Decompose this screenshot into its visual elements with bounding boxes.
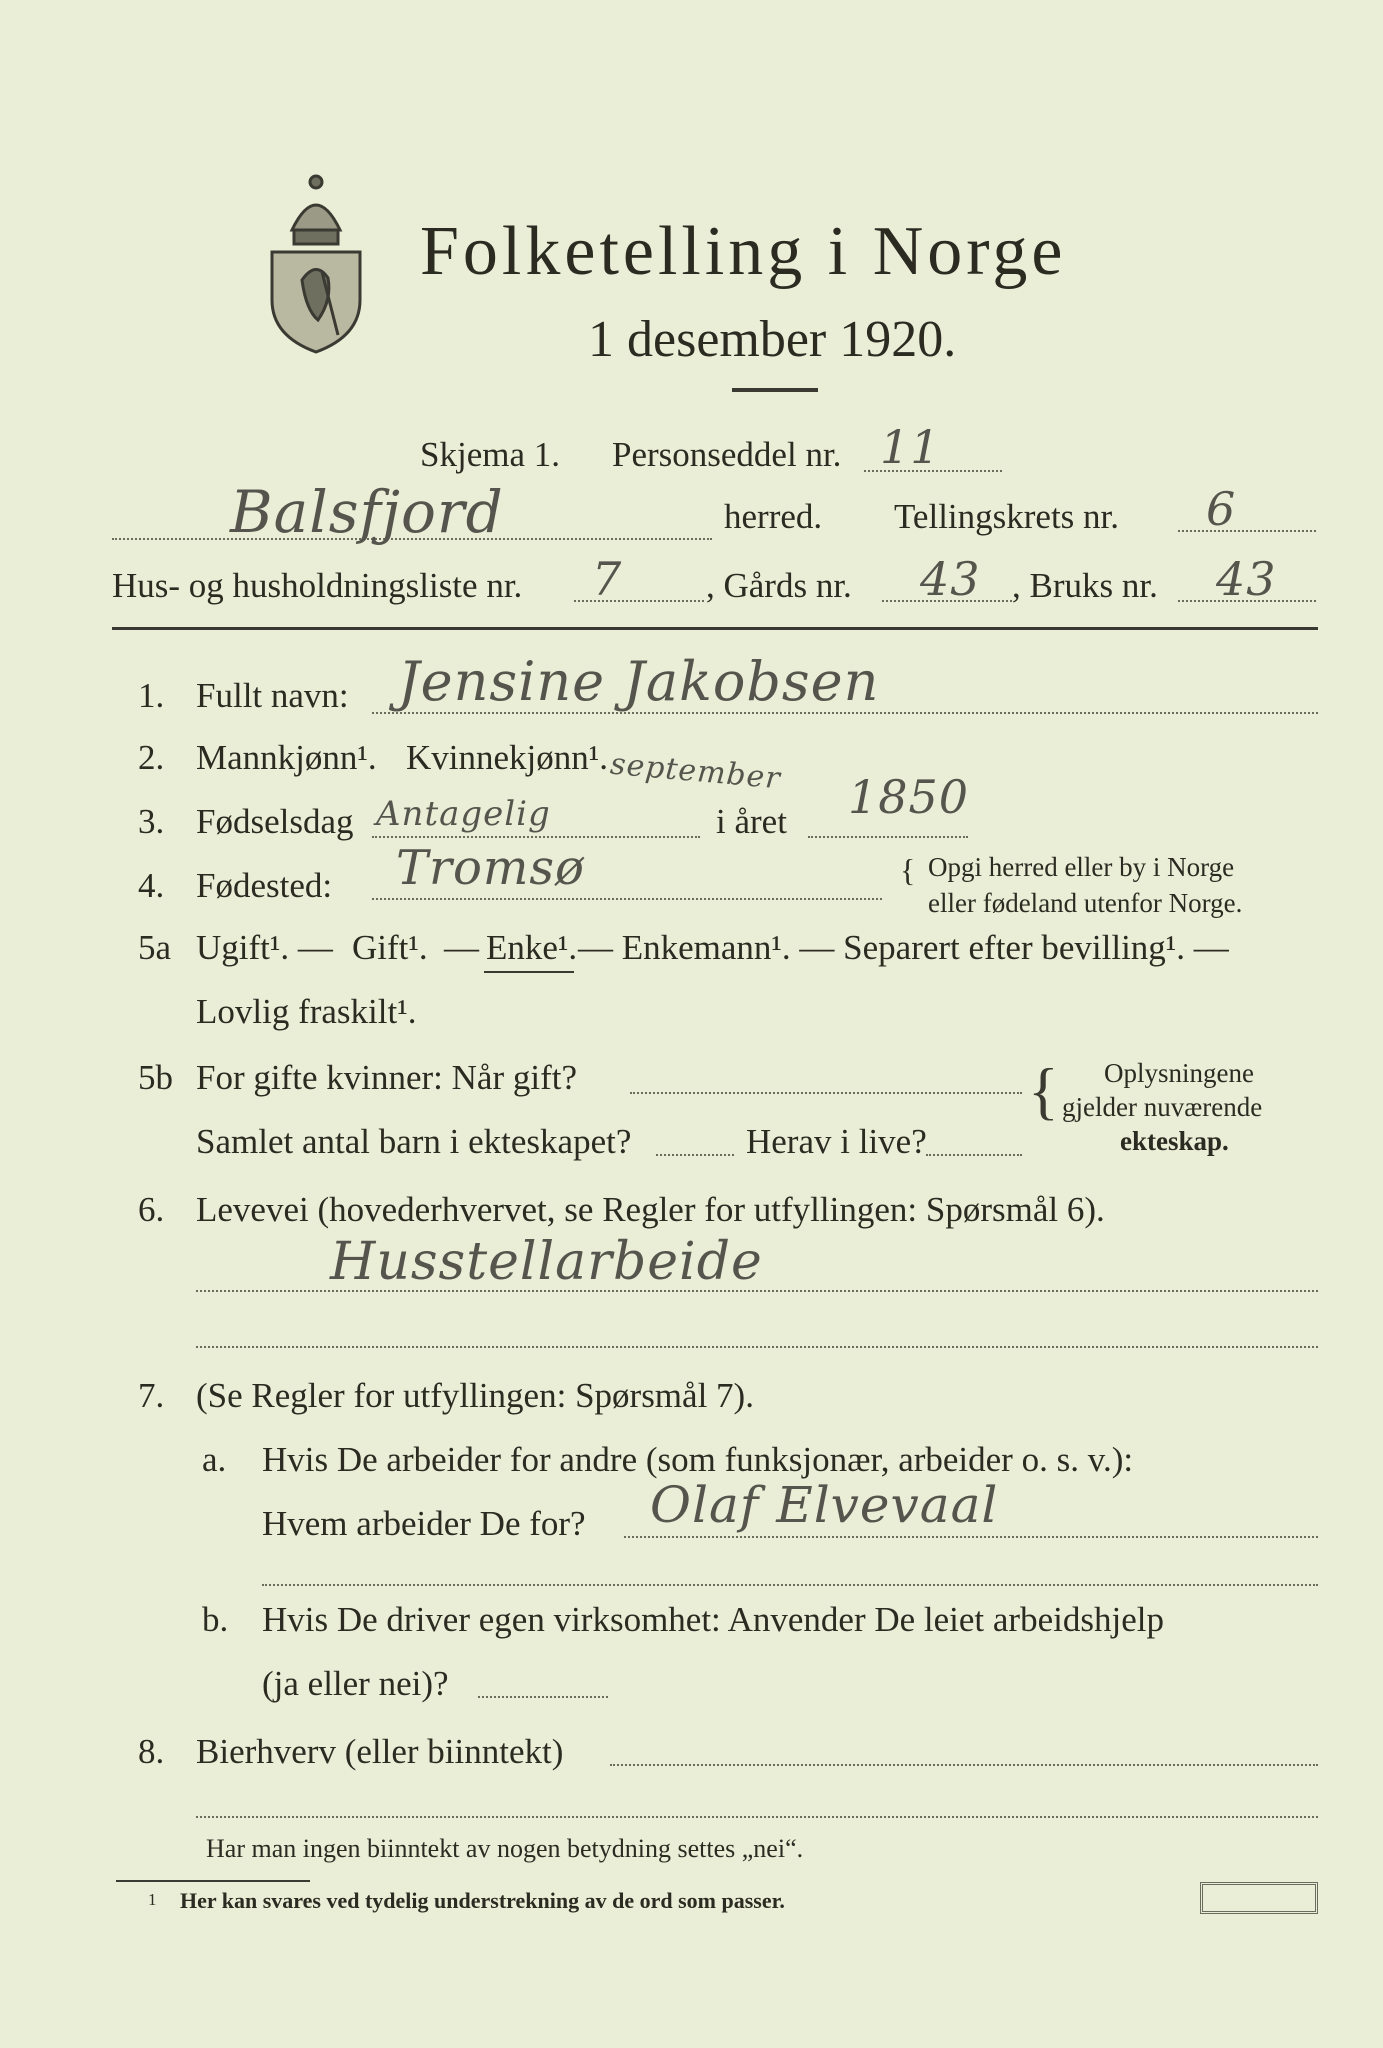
- q6-label: Levevei (hovederhvervet, se Regler for utfyllingen: Spørsmål 6).: [196, 1190, 1105, 1229]
- female-option[interactable]: Kvinnekjønn¹.: [406, 738, 609, 777]
- birthplace-value[interactable]: Tromsø: [396, 840, 585, 896]
- husholdningsliste-value[interactable]: 7: [592, 552, 623, 606]
- personseddel-label: Personseddel nr.: [612, 435, 842, 474]
- birth-month-value[interactable]: september: [608, 746, 783, 797]
- q5a-other-options[interactable]: — Enkemann¹. — Separert efter bevilling¹. —: [578, 928, 1229, 967]
- skjema-label: Skjema 1.: [420, 435, 560, 474]
- q4-note-2: eller fødeland utenfor Norge.: [928, 888, 1243, 918]
- q1-number: 1.: [138, 676, 165, 715]
- q4-number: 4.: [138, 866, 165, 905]
- biinntekt-note: Har man ingen biinntekt av nogen betydning settes „nei“.: [206, 1834, 804, 1863]
- q4-brace: {: [900, 852, 916, 888]
- q4-label: Fødested:: [196, 866, 333, 905]
- printer-stamp-icon: [1200, 1882, 1318, 1914]
- bruks-value[interactable]: 43: [1216, 552, 1277, 606]
- q5a-number: 5a: [138, 928, 172, 967]
- form-title: Folketelling i Norge: [420, 213, 1067, 290]
- gards-value[interactable]: 43: [920, 552, 981, 606]
- norway-coat-of-arms-icon: [262, 160, 370, 355]
- footnote-mark: 1: [148, 1890, 157, 1909]
- q8-label: Bierhverv (eller biinntekt): [196, 1732, 564, 1771]
- enke-underline: [484, 971, 574, 973]
- q2-number: 2.: [138, 738, 165, 777]
- birth-day-value[interactable]: Antagelig: [376, 794, 551, 834]
- q7a-label: Hvis De arbeider for andre (som funksjonær, arbeider o. s. v.):: [262, 1440, 1134, 1479]
- q3-label: Fødselsdag: [196, 802, 354, 841]
- q7b-letter: b.: [202, 1600, 229, 1639]
- bruks-label: , Bruks nr.: [1012, 566, 1158, 605]
- barn-label: Samlet antal barn i ekteskapet?: [196, 1122, 632, 1161]
- q4-note-1: Opgi herred eller by i Norge: [928, 852, 1235, 882]
- ugift-option[interactable]: Ugift¹. —: [196, 928, 333, 967]
- birth-year-value[interactable]: 1850: [848, 770, 970, 824]
- fraskilt-option[interactable]: Lovlig fraskilt¹.: [196, 992, 417, 1031]
- herred-label: herred.: [724, 497, 823, 536]
- q1-label: Fullt navn:: [196, 676, 349, 715]
- q7a-letter: a.: [202, 1440, 227, 1479]
- gards-label: , Gårds nr.: [706, 566, 852, 605]
- personseddel-value[interactable]: 11: [880, 420, 941, 474]
- q8-number: 8.: [138, 1732, 165, 1771]
- occupation-value[interactable]: Husstellarbeide: [330, 1232, 763, 1292]
- year-label: i året: [716, 802, 787, 841]
- q3-number: 3.: [138, 802, 165, 841]
- title-divider: [732, 388, 818, 392]
- q7b-question: (ja eller nei)?: [262, 1664, 449, 1703]
- full-name-value[interactable]: Jensine Jakobsen: [398, 650, 880, 713]
- q7-number: 7.: [138, 1376, 165, 1415]
- footnote-text: Her kan svares ved tydelig understrekning av de ord som passer.: [180, 1888, 785, 1913]
- live-label: Herav i live?: [746, 1122, 927, 1161]
- footnote-rule: [116, 1880, 310, 1882]
- q5a-dash: —: [444, 928, 479, 967]
- q5b-number: 5b: [138, 1058, 173, 1097]
- husholdningsliste-label: Hus- og husholdningsliste nr.: [112, 566, 523, 605]
- q5b-label: For gifte kvinner: Når gift?: [196, 1058, 578, 1097]
- q7b-label: Hvis De driver egen virksomhet: Anvender De leiet arbeidshjelp: [262, 1600, 1164, 1639]
- q5b-note-2: gjelder nuværende: [1062, 1092, 1263, 1122]
- q5b-note-1: Oplysningene: [1104, 1058, 1254, 1088]
- tellingskrets-value[interactable]: 6: [1206, 482, 1237, 536]
- enke-option[interactable]: Enke¹.: [486, 928, 578, 967]
- q7a-question: Hvem arbeider De for?: [262, 1504, 586, 1543]
- q6-number: 6.: [138, 1190, 165, 1229]
- q5b-note-3: ekteskap.: [1120, 1126, 1229, 1156]
- tellingskrets-label: Tellingskrets nr.: [894, 497, 1120, 536]
- q7-label: (Se Regler for utfyllingen: Spørsmål 7).: [196, 1376, 754, 1415]
- census-date: 1 desember 1920.: [588, 311, 957, 368]
- employer-value[interactable]: Olaf Elvevaal: [650, 1476, 999, 1534]
- header-rule: [112, 627, 1318, 630]
- q5b-brace: {: [1028, 1055, 1059, 1126]
- gift-option[interactable]: Gift¹.: [352, 928, 428, 967]
- herred-value[interactable]: Balsfjord: [230, 478, 504, 546]
- male-option[interactable]: Mannkjønn¹.: [196, 738, 377, 777]
